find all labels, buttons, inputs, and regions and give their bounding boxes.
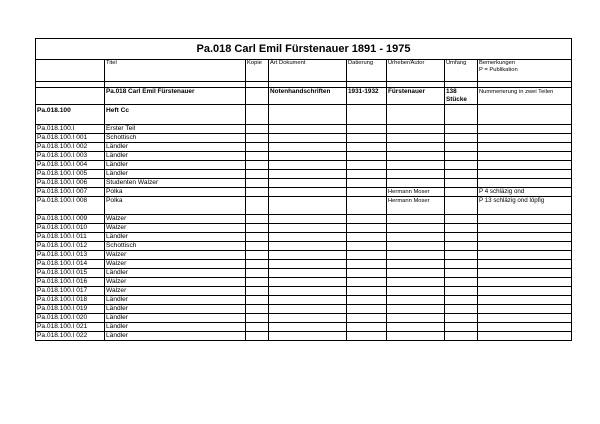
row-signatur: Pa.018.100.I 012 [36, 242, 105, 251]
row-signatur: Pa.018.100.I 010 [36, 224, 105, 233]
row-titel: Ländler [105, 170, 246, 179]
row-titel: Ländler [105, 143, 246, 152]
row-bemerkungen [478, 125, 572, 134]
row-urheber [387, 179, 445, 188]
row-kopie [246, 269, 269, 278]
row-signatur: Pa.018.100.I 009 [36, 215, 105, 224]
row-kopie [246, 332, 269, 341]
row-kopie [246, 278, 269, 287]
row-bemerkungen [478, 242, 572, 251]
row-datierung [347, 287, 387, 296]
row-kopie [246, 260, 269, 269]
collection-titel: Pa.018 Carl Emil Fürstenauer [105, 88, 246, 105]
row-umfang [445, 125, 478, 134]
table-row [36, 233, 572, 242]
row-art [269, 125, 347, 134]
row-bemerkungen [478, 332, 572, 341]
collection-umfang: 138 Stücke [445, 88, 478, 105]
row-umfang [445, 287, 478, 296]
row-art [269, 260, 347, 269]
row-datierung [347, 134, 387, 143]
row-kopie [246, 179, 269, 188]
row-titel: Schottisch [105, 134, 246, 143]
row-signatur: Pa.018.100.I 018 [36, 296, 105, 305]
inventory-sheet [35, 38, 572, 341]
row-art [269, 242, 347, 251]
row-umfang [445, 170, 478, 179]
row-signatur: Pa.018.100.I 004 [36, 161, 105, 170]
row-datierung [347, 305, 387, 314]
row-datierung [347, 152, 387, 161]
collection-bemerkungen: Nummerierung in zwei Teilen [478, 88, 572, 105]
row-signatur: Pa.018.100.I 006 [36, 179, 105, 188]
row-umfang [445, 143, 478, 152]
header-bemerkungen [478, 60, 572, 82]
row-datierung [347, 170, 387, 179]
row-titel: Ländler [105, 161, 246, 170]
row-titel: Ländler [105, 332, 246, 341]
row-datierung [347, 215, 387, 224]
row-bemerkungen [478, 287, 572, 296]
row-kopie [246, 197, 269, 215]
row-bemerkungen [478, 260, 572, 269]
row-art [269, 233, 347, 242]
row-datierung [347, 251, 387, 260]
row-urheber [387, 224, 445, 233]
row-art [269, 179, 347, 188]
header-signatur [36, 60, 105, 82]
row-titel: Walzer [105, 215, 246, 224]
row-titel: Walzer [105, 251, 246, 260]
row-urheber: Hermann Moser [387, 197, 445, 215]
table-row [36, 188, 572, 197]
row-art [269, 287, 347, 296]
row-kopie [246, 224, 269, 233]
row-bemerkungen [478, 278, 572, 287]
row-kopie [246, 305, 269, 314]
row-titel: Polka [105, 197, 246, 215]
row-signatur: Pa.018.100.I 015 [36, 269, 105, 278]
row-umfang [445, 269, 478, 278]
header-datierung: Datierung [347, 60, 387, 82]
row-signatur: Pa.018.100.I 001 [36, 134, 105, 143]
row-kopie [246, 161, 269, 170]
row-umfang [445, 251, 478, 260]
table-row [36, 251, 572, 260]
collection-signatur [36, 88, 105, 105]
table-row [36, 152, 572, 161]
row-bemerkungen [478, 134, 572, 143]
row-umfang [445, 332, 478, 341]
row-datierung [347, 161, 387, 170]
row-kopie [246, 152, 269, 161]
row-kopie [246, 134, 269, 143]
row-umfang [445, 152, 478, 161]
row-kopie [246, 143, 269, 152]
row-titel: Walzer [105, 278, 246, 287]
row-bemerkungen [478, 143, 572, 152]
table-row [36, 242, 572, 251]
table-row [36, 161, 572, 170]
row-bemerkungen: P 13 schläzig ond löpfig [478, 197, 572, 215]
row-art [269, 170, 347, 179]
row-kopie [246, 251, 269, 260]
collection-art: Notenhandschriften [269, 88, 347, 105]
table-row [36, 224, 572, 233]
row-datierung [347, 188, 387, 197]
row-art [269, 305, 347, 314]
row-bemerkungen [478, 152, 572, 161]
row-urheber [387, 161, 445, 170]
row-datierung [347, 233, 387, 242]
row-datierung [347, 314, 387, 323]
row-umfang [445, 323, 478, 332]
row-kopie [246, 242, 269, 251]
row-titel: Ländler [105, 296, 246, 305]
row-art [269, 278, 347, 287]
row-bemerkungen [478, 296, 572, 305]
table-row [36, 296, 572, 305]
row-titel: Walzer [105, 287, 246, 296]
row-urheber [387, 296, 445, 305]
row-urheber [387, 170, 445, 179]
row-urheber [387, 125, 445, 134]
row-bemerkungen [478, 314, 572, 323]
row-bemerkungen [478, 305, 572, 314]
row-kopie [246, 287, 269, 296]
row-titel: Ländler [105, 233, 246, 242]
row-art [269, 224, 347, 233]
row-art [269, 296, 347, 305]
row-art [269, 197, 347, 215]
row-art [269, 314, 347, 323]
row-kopie [246, 170, 269, 179]
collection-kopie [246, 88, 269, 105]
row-titel: Erster Teil [105, 125, 246, 134]
row-urheber [387, 287, 445, 296]
row-titel: Ländler [105, 314, 246, 323]
row-umfang [445, 260, 478, 269]
collection-datierung: 1931-1932 [347, 88, 387, 105]
table-row [36, 179, 572, 188]
row-datierung [347, 179, 387, 188]
row-signatur: Pa.018.100.I 011 [36, 233, 105, 242]
block-row [36, 105, 572, 125]
row-art [269, 134, 347, 143]
row-signatur: Pa.018.100.I [36, 125, 105, 134]
row-umfang [445, 305, 478, 314]
row-bemerkungen: P 4 schläzig ond [478, 188, 572, 197]
row-signatur: Pa.018.100.I 019 [36, 305, 105, 314]
row-signatur: Pa.018.100.I 013 [36, 251, 105, 260]
row-umfang [445, 197, 478, 215]
row-umfang [445, 233, 478, 242]
collection-row [36, 88, 572, 105]
row-kopie [246, 296, 269, 305]
table-row [36, 260, 572, 269]
row-bemerkungen [478, 179, 572, 188]
row-titel: Ländler [105, 305, 246, 314]
row-umfang [445, 179, 478, 188]
row-umfang [445, 278, 478, 287]
header-titel: Titel [105, 60, 246, 82]
row-urheber [387, 269, 445, 278]
row-bemerkungen [478, 251, 572, 260]
row-titel: Walzer [105, 224, 246, 233]
table-row [36, 305, 572, 314]
row-urheber [387, 242, 445, 251]
row-bemerkungen [478, 269, 572, 278]
row-kopie [246, 125, 269, 134]
row-datierung [347, 224, 387, 233]
row-kopie [246, 323, 269, 332]
row-bemerkungen [478, 224, 572, 233]
row-art [269, 188, 347, 197]
row-kopie [246, 188, 269, 197]
row-datierung [347, 143, 387, 152]
row-umfang [445, 242, 478, 251]
row-datierung [347, 278, 387, 287]
row-umfang [445, 215, 478, 224]
row-urheber [387, 260, 445, 269]
row-titel: Polka [105, 188, 246, 197]
header-kopie: Kopie [246, 60, 269, 82]
row-datierung [347, 332, 387, 341]
row-kopie [246, 233, 269, 242]
row-urheber [387, 314, 445, 323]
row-datierung [347, 260, 387, 269]
row-signatur: Pa.018.100.I 002 [36, 143, 105, 152]
row-art [269, 152, 347, 161]
header-row [36, 60, 572, 82]
block-titel: Heft Cc [105, 105, 246, 125]
row-art [269, 161, 347, 170]
row-signatur: Pa.018.100.I 007 [36, 188, 105, 197]
inventory-table [35, 38, 572, 341]
row-signatur: Pa.018.100.I 005 [36, 170, 105, 179]
row-umfang [445, 314, 478, 323]
table-row [36, 323, 572, 332]
row-signatur: Pa.018.100.I 003 [36, 152, 105, 161]
row-datierung [347, 242, 387, 251]
row-titel: Ländler [105, 269, 246, 278]
table-row [36, 125, 572, 134]
table-row [36, 170, 572, 179]
row-titel: Walzer [105, 260, 246, 269]
row-umfang [445, 224, 478, 233]
row-art [269, 215, 347, 224]
row-bemerkungen [478, 170, 572, 179]
table-row [36, 269, 572, 278]
row-urheber [387, 251, 445, 260]
row-umfang [445, 161, 478, 170]
table-row [36, 215, 572, 224]
row-urheber [387, 332, 445, 341]
row-umfang [445, 296, 478, 305]
row-signatur: Pa.018.100.I 020 [36, 314, 105, 323]
row-urheber [387, 152, 445, 161]
header-bemerkungen-label: Bemerkungen [479, 60, 516, 66]
row-datierung [347, 125, 387, 134]
row-urheber: Hermann Moser [387, 188, 445, 197]
row-bemerkungen [478, 233, 572, 242]
row-bemerkungen [478, 215, 572, 224]
row-urheber [387, 134, 445, 143]
row-umfang [445, 188, 478, 197]
row-signatur: Pa.018.100.I 017 [36, 287, 105, 296]
table-row [36, 143, 572, 152]
table-row [36, 134, 572, 143]
row-datierung [347, 197, 387, 215]
block-signatur: Pa.018.100 [36, 105, 105, 125]
row-urheber [387, 323, 445, 332]
row-datierung [347, 296, 387, 305]
row-urheber [387, 233, 445, 242]
row-bemerkungen [478, 323, 572, 332]
row-signatur: Pa.018.100.I 016 [36, 278, 105, 287]
row-signatur: Pa.018.100.I 021 [36, 323, 105, 332]
row-kopie [246, 215, 269, 224]
row-art [269, 269, 347, 278]
row-signatur: Pa.018.100.I 014 [36, 260, 105, 269]
header-urheber: Urheber/Autor [387, 60, 445, 82]
table-row [36, 314, 572, 323]
table-row [36, 278, 572, 287]
row-bemerkungen [478, 161, 572, 170]
row-signatur: Pa.018.100.I 022 [36, 332, 105, 341]
row-urheber [387, 278, 445, 287]
row-urheber [387, 305, 445, 314]
row-datierung [347, 323, 387, 332]
row-titel: Ländler [105, 323, 246, 332]
header-umfang: Umfang [445, 60, 478, 82]
row-art [269, 251, 347, 260]
row-art [269, 332, 347, 341]
table-row [36, 197, 572, 215]
header-publikation-note: P = Publikation [479, 67, 518, 73]
table-row [36, 287, 572, 296]
row-art [269, 143, 347, 152]
row-signatur: Pa.018.100.I 008 [36, 197, 105, 215]
page-title: Pa.018 Carl Emil Fürstenauer 1891 - 1975 [36, 39, 572, 60]
row-umfang [445, 134, 478, 143]
row-titel: Studenten Walzer [105, 179, 246, 188]
row-urheber [387, 215, 445, 224]
row-titel: Ländler [105, 152, 246, 161]
collection-urheber: Fürstenauer [387, 88, 445, 105]
row-titel: Schottisch [105, 242, 246, 251]
row-art [269, 323, 347, 332]
header-art-dokument: Art Dokument [269, 60, 347, 82]
table-row [36, 332, 572, 341]
row-urheber [387, 143, 445, 152]
row-kopie [246, 314, 269, 323]
row-datierung [347, 269, 387, 278]
